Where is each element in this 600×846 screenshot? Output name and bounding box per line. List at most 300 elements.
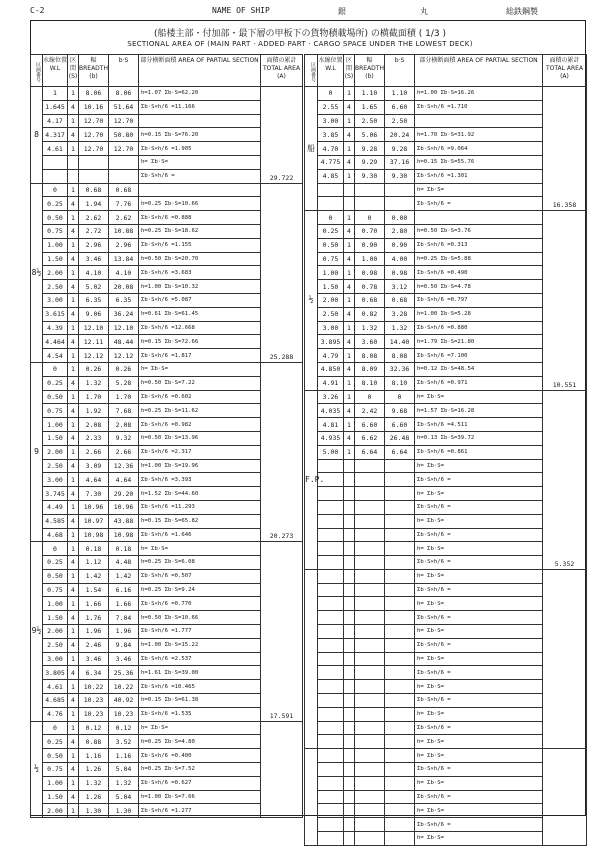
partial-area-cell: Σb·S×h/6 =9.064 — [415, 142, 543, 156]
breadth-cell: 1.76 — [79, 611, 109, 625]
breadth-cell: 12.12 — [79, 349, 109, 363]
s-cell — [344, 707, 355, 721]
partial-area-cell: Σb·S×h/6 =0.982 — [139, 418, 261, 432]
breadth-cell: 0.68 — [79, 183, 109, 197]
table-row — [31, 87, 303, 101]
breadth-cell: 6.64 — [355, 445, 385, 459]
s-cell — [344, 680, 355, 694]
partial-area-cell — [415, 211, 543, 225]
s-cell: 1 — [68, 321, 79, 335]
partial-area-cell: Σb·S×h/6 =0.400 — [139, 749, 261, 763]
partial-area-cell: Σb·S×h/6 = — [415, 694, 543, 708]
wl-cell: 4.39 — [43, 321, 68, 335]
bs-cell: 4.64 — [109, 473, 139, 487]
partial-area-cell: h=0.25 Σb·S=11.62 — [139, 404, 261, 418]
station-cell: 9½ — [31, 542, 43, 721]
breadth-cell: 1.32 — [79, 776, 109, 790]
total-area-cell: 29.722 — [261, 87, 303, 184]
s-cell: 4 — [68, 556, 79, 570]
breadth-cell: 0.70 — [355, 224, 385, 238]
col-total-header: 面積の累計 TOTAL AREA (A) — [543, 55, 587, 87]
bs-cell: 0.18 — [109, 542, 139, 556]
s-cell: 1 — [344, 238, 355, 252]
wl-cell: 2.50 — [43, 280, 68, 294]
wl-cell: 4.68 — [43, 528, 68, 542]
wl-cell: 4.935 — [318, 431, 344, 445]
form-title-en: SECTIONAL AREA OF (MAIN PART · ADDED PART · CARGO SPACE UNDER THE LOWEST DECK) — [127, 40, 473, 48]
breadth-cell — [355, 776, 385, 790]
s-cell: 1 — [68, 500, 79, 514]
breadth-cell: 1.70 — [79, 390, 109, 404]
s-cell: 1 — [68, 183, 79, 197]
wl-cell: 4.317 — [43, 128, 68, 142]
bs-cell: 7.04 — [109, 611, 139, 625]
s-cell: 1 — [68, 652, 79, 666]
bs-cell: 20.08 — [109, 280, 139, 294]
s-cell: 1 — [344, 87, 355, 101]
wl-cell: 0.75 — [43, 224, 68, 238]
wl-cell: 3.745 — [43, 487, 68, 501]
breadth-cell: 2.08 — [79, 418, 109, 432]
s-cell: 4 — [68, 128, 79, 142]
wl-cell: 1.00 — [43, 238, 68, 252]
s-cell — [344, 542, 355, 556]
partial-area-cell: Σb·S×h/6 =0.971 — [415, 376, 543, 390]
wl-cell — [318, 611, 344, 625]
bs-cell: 6.16 — [109, 583, 139, 597]
partial-area-cell: h=0.50 Σb·S=13.96 — [139, 431, 261, 445]
partial-area-cell: h=1.70 Σb·S=31.92 — [415, 128, 543, 142]
breadth-cell — [355, 832, 385, 846]
total-area-cell — [543, 749, 587, 846]
s-cell: 1 — [68, 721, 79, 735]
breadth-cell: 1.10 — [355, 87, 385, 101]
partial-area-cell: Σb·S×h/6 =10.465 — [139, 680, 261, 694]
breadth-cell: 0.68 — [355, 293, 385, 307]
partial-area-cell: Σb·S×h/6 =0.880 — [415, 321, 543, 335]
breadth-cell: 6.35 — [79, 293, 109, 307]
bs-cell: 0.00 — [385, 211, 415, 225]
s-cell — [344, 528, 355, 542]
bs-cell — [385, 473, 415, 487]
wl-cell: 1.50 — [318, 280, 344, 294]
wl-cell: 2.00 — [318, 293, 344, 307]
breadth-cell: 6.34 — [79, 666, 109, 680]
col-station-header: 区画番号 — [31, 55, 43, 87]
total-area-cell: 17.591 — [261, 542, 303, 721]
wl-cell: 4.035 — [318, 404, 344, 418]
breadth-cell: 8.06 — [79, 87, 109, 101]
breadth-cell: 9.28 — [355, 142, 385, 156]
s-cell — [344, 749, 355, 763]
s-cell — [344, 776, 355, 790]
s-cell: 4 — [68, 376, 79, 390]
breadth-cell: 9.29 — [355, 155, 385, 169]
bs-cell: 14.40 — [385, 335, 415, 349]
s-cell: 4 — [344, 431, 355, 445]
partial-area-cell: Σb·S×h/6 =0.770 — [139, 597, 261, 611]
station-cell: 船 — [305, 87, 318, 211]
bs-cell: 51.64 — [109, 100, 139, 114]
partial-area-cell: Σb·S×h/6 =4.511 — [415, 418, 543, 432]
wl-cell: 0 — [43, 721, 68, 735]
wl-cell: 2.00 — [43, 266, 68, 280]
wl-cell: 4.70 — [318, 142, 344, 156]
col-wl-header: 水線位置 W.L — [43, 55, 68, 87]
partial-area-cell: h=0.25 Σb·S=10.66 — [139, 197, 261, 211]
breadth-cell — [355, 818, 385, 832]
breadth-cell: 4.10 — [79, 266, 109, 280]
s-cell: 4 — [68, 763, 79, 777]
total-area-cell: 10.551 — [543, 211, 587, 390]
partial-area-cell: h= Σb·S= — [415, 832, 543, 846]
bs-cell: 0.98 — [385, 266, 415, 280]
wl-cell: 4.79 — [318, 349, 344, 363]
bs-cell: 12.70 — [109, 114, 139, 128]
breadth-cell — [355, 652, 385, 666]
s-cell: 4 — [344, 100, 355, 114]
s-cell: 4 — [68, 404, 79, 418]
wl-cell — [318, 680, 344, 694]
breadth-cell: 1.66 — [79, 597, 109, 611]
wl-cell — [318, 459, 344, 473]
breadth-cell: 1.26 — [79, 763, 109, 777]
bs-cell: 12.10 — [109, 321, 139, 335]
wl-cell — [318, 528, 344, 542]
partial-area-cell: Σb·S×h/6 =11.166 — [139, 100, 261, 114]
breadth-cell: 12.70 — [79, 142, 109, 156]
partial-area-cell: Σb·S×h/6 =12.668 — [139, 321, 261, 335]
s-cell — [344, 500, 355, 514]
breadth-cell: 8.08 — [355, 349, 385, 363]
breadth-cell — [355, 625, 385, 639]
bs-cell: 0 — [385, 390, 415, 404]
bs-cell — [385, 197, 415, 211]
breadth-cell: 8.10 — [355, 376, 385, 390]
wl-cell: 0.75 — [43, 763, 68, 777]
bs-cell: 10.22 — [109, 680, 139, 694]
wl-cell: 4.61 — [43, 680, 68, 694]
breadth-cell — [355, 735, 385, 749]
bs-cell — [109, 155, 139, 169]
col-partial-header: 部分横断面積 AREA OF PARTIAL SECTION — [415, 55, 543, 87]
bs-cell: 10.96 — [109, 500, 139, 514]
breadth-cell — [355, 749, 385, 763]
s-cell — [344, 666, 355, 680]
bs-cell: 10.98 — [109, 528, 139, 542]
s-cell — [344, 721, 355, 735]
wl-cell — [318, 597, 344, 611]
breadth-cell: 1.94 — [79, 197, 109, 211]
breadth-cell — [355, 569, 385, 583]
station-cell: ½ — [305, 211, 318, 390]
partial-area-cell: h=0.25 Σb·S=4.80 — [139, 735, 261, 749]
wl-cell — [318, 818, 344, 832]
bs-cell — [385, 763, 415, 777]
s-cell: 4 — [68, 790, 79, 804]
ship-type: 総鉄鋼製 — [506, 7, 538, 16]
breadth-cell: 1.00 — [355, 252, 385, 266]
breadth-cell: 12.70 — [79, 128, 109, 142]
s-cell: 4 — [344, 155, 355, 169]
wl-cell: 0.25 — [43, 556, 68, 570]
wl-cell: 1.50 — [43, 790, 68, 804]
partial-area-cell: h=0.50 Σb·S=10.66 — [139, 611, 261, 625]
breadth-cell — [355, 638, 385, 652]
breadth-cell: 0.90 — [355, 238, 385, 252]
s-cell: 1 — [68, 266, 79, 280]
partial-area-cell: Σb·S×h/6 =0.490 — [415, 266, 543, 280]
wl-cell: 0.75 — [43, 404, 68, 418]
s-cell: 1 — [344, 114, 355, 128]
bs-cell — [385, 680, 415, 694]
s-cell: 4 — [344, 362, 355, 376]
bs-cell: 9.32 — [109, 431, 139, 445]
partial-area-cell: Σb·S×h/6 =0.313 — [415, 238, 543, 252]
wl-cell — [318, 583, 344, 597]
breadth-cell — [355, 666, 385, 680]
partial-area-cell: Σb·S×h/6 = — [415, 473, 543, 487]
partial-area-cell: Σb·S×h/6 =0.507 — [139, 569, 261, 583]
wl-cell — [318, 735, 344, 749]
bs-cell: 48.44 — [109, 335, 139, 349]
breadth-cell: 12.10 — [79, 321, 109, 335]
breadth-cell: 0.12 — [79, 721, 109, 735]
s-cell — [344, 652, 355, 666]
wl-cell: 1.00 — [43, 597, 68, 611]
breadth-cell: 10.96 — [79, 500, 109, 514]
wl-cell — [318, 776, 344, 790]
wl-cell: 0.50 — [43, 390, 68, 404]
wl-cell: 3.00 — [43, 293, 68, 307]
bs-cell: 10.23 — [109, 707, 139, 721]
s-cell — [344, 638, 355, 652]
bs-cell: 6.64 — [385, 445, 415, 459]
partial-area-cell: h=0.15 Σb·S=55.76 — [415, 155, 543, 169]
bs-cell: 25.36 — [109, 666, 139, 680]
s-cell: 4 — [344, 128, 355, 142]
s-cell: 4 — [344, 224, 355, 238]
station-cell — [305, 569, 318, 748]
s-cell: 4 — [68, 252, 79, 266]
table-row — [305, 569, 587, 583]
breadth-cell: 0 — [355, 211, 385, 225]
s-cell: 1 — [68, 293, 79, 307]
partial-area-cell: Σb·S×h/6 = — [415, 500, 543, 514]
wl-cell — [318, 832, 344, 846]
wl-cell: 0.25 — [43, 376, 68, 390]
bs-cell — [385, 459, 415, 473]
breadth-cell — [355, 790, 385, 804]
partial-area-cell — [139, 183, 261, 197]
wl-cell: 4.17 — [43, 114, 68, 128]
breadth-cell: 8.09 — [355, 362, 385, 376]
s-cell: 4 — [68, 459, 79, 473]
wl-cell — [43, 155, 68, 169]
s-cell: 1 — [344, 142, 355, 156]
partial-area-cell: h=0.50 Σb·S=7.22 — [139, 376, 261, 390]
partial-area-cell: h= Σb·S= — [415, 569, 543, 583]
wl-cell: 4.685 — [43, 694, 68, 708]
breadth-cell: 5.02 — [79, 280, 109, 294]
wl-cell: 1.50 — [43, 431, 68, 445]
breadth-cell: 2.72 — [79, 224, 109, 238]
total-area-cell: 20.273 — [261, 362, 303, 541]
s-cell: 1 — [68, 804, 79, 818]
wl-cell: 3.805 — [43, 666, 68, 680]
wl-cell: 3.895 — [318, 335, 344, 349]
breadth-cell: 3.46 — [79, 652, 109, 666]
partial-area-cell: Σb·S×h/6 = — [415, 556, 543, 570]
s-cell: 4 — [68, 735, 79, 749]
bs-cell: 12.70 — [109, 142, 139, 156]
table-row — [31, 542, 303, 556]
breadth-cell — [355, 514, 385, 528]
wl-cell: 2.55 — [318, 100, 344, 114]
partial-area-cell: Σb·S×h/6 = — [415, 638, 543, 652]
partial-area-cell: h= Σb·S= — [415, 804, 543, 818]
partial-area-cell: Σb·S×h/6 = — [415, 721, 543, 735]
s-cell — [344, 625, 355, 639]
partial-area-cell: Σb·S×h/6 =0.627 — [139, 776, 261, 790]
bs-cell — [385, 804, 415, 818]
wl-cell: 0.25 — [43, 735, 68, 749]
breadth-cell: 6.60 — [355, 418, 385, 432]
s-cell: 1 — [68, 473, 79, 487]
bs-cell: 12.36 — [109, 459, 139, 473]
wl-cell: 0.75 — [318, 252, 344, 266]
wl-cell: 1.00 — [318, 266, 344, 280]
s-cell: 1 — [68, 87, 79, 101]
bs-cell — [385, 735, 415, 749]
breadth-cell: 1.65 — [355, 100, 385, 114]
bs-cell: 9.28 — [385, 142, 415, 156]
bs-cell: 10.88 — [109, 224, 139, 238]
s-cell — [344, 735, 355, 749]
bs-cell: 9.30 — [385, 169, 415, 183]
partial-area-cell: h= Σb·S= — [415, 514, 543, 528]
partial-area-cell: h=0.25 Σb·S=9.24 — [139, 583, 261, 597]
breadth-cell: 1.16 — [79, 749, 109, 763]
total-area-cell: 16.358 — [543, 87, 587, 211]
s-cell: 1 — [68, 114, 79, 128]
station-cell — [305, 749, 318, 846]
breadth-cell: 10.16 — [79, 100, 109, 114]
wl-cell: 2.00 — [43, 625, 68, 639]
s-cell: 1 — [68, 238, 79, 252]
bs-cell: 13.84 — [109, 252, 139, 266]
table-row — [305, 211, 587, 225]
bs-cell — [385, 625, 415, 639]
breadth-cell — [355, 597, 385, 611]
table-row — [305, 87, 587, 101]
left-calculation-table — [30, 54, 303, 818]
wl-cell — [318, 804, 344, 818]
wl-cell — [318, 197, 344, 211]
wl-cell: 2.00 — [43, 445, 68, 459]
breadth-cell: 1.12 — [79, 556, 109, 570]
partial-area-cell: h=1.00 Σb·S=7.66 — [139, 790, 261, 804]
s-cell — [344, 804, 355, 818]
partial-area-cell: h=0.50 Σb·S=20.70 — [139, 252, 261, 266]
s-cell — [344, 487, 355, 501]
breadth-cell: 4.64 — [79, 473, 109, 487]
partial-area-cell: Σb·S×h/6 =2.537 — [139, 652, 261, 666]
partial-area-cell: h= Σb·S= — [415, 390, 543, 404]
partial-area-cell: h= Σb·S= — [415, 652, 543, 666]
wl-cell — [318, 721, 344, 735]
bs-cell — [385, 721, 415, 735]
bs-cell — [385, 597, 415, 611]
s-cell: 1 — [68, 445, 79, 459]
partial-area-cell: h=1.00 Σb·S=19.96 — [139, 459, 261, 473]
bs-cell: 36.24 — [109, 307, 139, 321]
partial-area-cell: Σb·S×h/6 =1.777 — [139, 625, 261, 639]
partial-area-cell: h= Σb·S= — [415, 597, 543, 611]
bs-cell — [385, 790, 415, 804]
wl-cell — [318, 707, 344, 721]
bs-cell: 7.76 — [109, 197, 139, 211]
partial-area-cell: h= Σb·S= — [139, 155, 261, 169]
wl-cell: 0.50 — [43, 569, 68, 583]
breadth-cell: 2.46 — [79, 638, 109, 652]
wl-cell: 4.91 — [318, 376, 344, 390]
s-cell: 1 — [68, 211, 79, 225]
bs-cell: 40.92 — [109, 694, 139, 708]
s-cell — [344, 569, 355, 583]
wl-cell — [318, 763, 344, 777]
partial-area-cell: h= Σb·S= — [139, 721, 261, 735]
breadth-cell: 0.78 — [355, 280, 385, 294]
partial-area-cell: Σb·S×h/6 =7.100 — [415, 349, 543, 363]
wl-cell: 3.615 — [43, 307, 68, 321]
partial-area-cell: Σb·S×h/6 = — [415, 818, 543, 832]
partial-area-cell: Σb·S×h/6 =1.646 — [139, 528, 261, 542]
s-cell: 4 — [344, 280, 355, 294]
breadth-cell: 1.96 — [79, 625, 109, 639]
bs-cell: 1.32 — [385, 321, 415, 335]
s-cell: 4 — [344, 307, 355, 321]
bs-cell: 9.68 — [385, 404, 415, 418]
page-code: C-2 — [30, 6, 45, 15]
breadth-cell: 1.32 — [79, 376, 109, 390]
station-cell: 8 — [31, 87, 43, 184]
station-cell: F.P. — [305, 390, 318, 569]
s-cell — [344, 611, 355, 625]
partial-area-cell: h= Σb·S= — [415, 459, 543, 473]
wl-cell: 3.85 — [318, 128, 344, 142]
bs-cell: 1.70 — [109, 390, 139, 404]
breadth-cell: 2.42 — [355, 404, 385, 418]
partial-area-cell: Σb·S×h/6 = — [139, 169, 261, 183]
wl-cell: 3.00 — [43, 652, 68, 666]
s-cell: 1 — [68, 569, 79, 583]
bs-cell — [385, 487, 415, 501]
wl-cell: 4.775 — [318, 155, 344, 169]
s-cell — [344, 583, 355, 597]
bs-cell — [385, 638, 415, 652]
breadth-cell: 0 — [355, 390, 385, 404]
bs-cell — [385, 583, 415, 597]
bs-cell: 4.48 — [109, 556, 139, 570]
bs-cell: 3.46 — [109, 652, 139, 666]
s-cell: 4 — [344, 335, 355, 349]
bs-cell — [385, 707, 415, 721]
col-breadth-header: 幅 BREADTH (b) — [79, 55, 109, 87]
breadth-cell: 9.06 — [79, 307, 109, 321]
s-cell: 1 — [68, 776, 79, 790]
bs-cell — [109, 169, 139, 183]
